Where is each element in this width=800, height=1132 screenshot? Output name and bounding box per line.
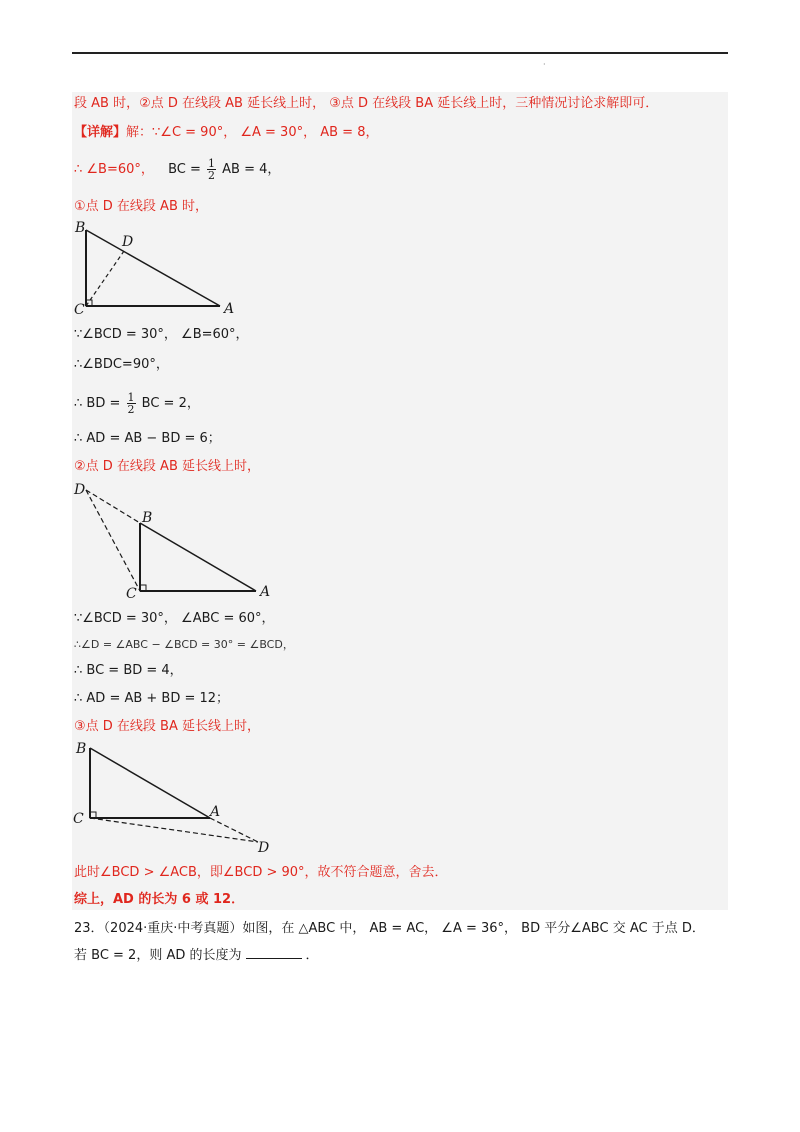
case1-heading: ①点 D 在线段 AB 时， (74, 199, 209, 214)
case3-line1: 此时∠BCD > ∠ACB，即∠BCD > 90°，故不符合题意，舍去． (74, 865, 448, 880)
detail-tag: 【详解】 (74, 125, 127, 140)
case2-heading: ②点 D 在线段 AB 延长线上时， (74, 459, 261, 474)
figure-case3 (72, 738, 282, 856)
case1-line3: ∴ BD = $\frac{1}{2}$ BC = 2， (74, 391, 200, 416)
figure-case1 (72, 220, 252, 320)
question-number: 23． (74, 921, 104, 936)
fig1-label-c: C (74, 302, 85, 318)
fig3-label-a: A (210, 804, 221, 820)
bc-post: AB = 4， (222, 162, 281, 177)
case2-line1: ∵∠BCD = 30°， ∠ABC = 60°， (74, 611, 275, 626)
fig2-cd-dashed (86, 490, 140, 591)
case1-line4: ∴ AD = AB − BD = 6； (74, 431, 221, 446)
figure-case2 (72, 480, 282, 600)
fig1-cd-dashed (86, 251, 124, 306)
case2-line2: ∴∠D = ∠ABC − ∠BCD = 30° = ∠BCD， (74, 638, 294, 651)
fraction-half: $\frac{1}{2}$ (208, 157, 215, 182)
b60-text: ∴ ∠B=60°， (74, 162, 154, 177)
fig2-label-c: C (126, 586, 137, 600)
fig2-label-a: A (260, 584, 271, 600)
case1-line1: ∵∠BCD = 30°， ∠B=60°， (74, 327, 249, 342)
fraction-half-2: $\frac{1}{2}$ (127, 391, 135, 416)
fig3-label-b: B (76, 741, 87, 757)
bc-pre: BC = (168, 162, 201, 177)
fig1-label-d: D (122, 234, 134, 250)
b60-line (74, 158, 280, 181)
fig3-label-d: D (258, 840, 270, 856)
fig2-label-b: B (142, 510, 153, 526)
fig1-ab-side (86, 230, 220, 306)
question-line1 (74, 920, 705, 938)
fig1-label-b: B (75, 220, 86, 236)
fig2-ab-side (140, 523, 256, 591)
solution-intro: 段 AB 时，②点 D 在线段 AB 延长线上时， ③点 D 在线段 BA 延长线上时，三种情况讨论求解即可． (74, 96, 659, 111)
case3-heading: ③点 D 在线段 BA 延长线上时， (74, 719, 261, 734)
fig1-label-a: A (224, 301, 235, 317)
question-text1: 如图，在 △ABC 中， AB = AC， ∠A = 36°， BD 平分∠ABC 交 AC 于点 D． (242, 921, 705, 936)
fig2-label-d: D (74, 482, 86, 498)
question-line2: 若 BC = 2，则 AD 的长度为 ． (74, 948, 319, 963)
case1-line2: ∴∠BDC=90°， (74, 357, 169, 372)
fig3-ba-side (90, 748, 210, 818)
question-source: （2024·重庆·中考真题） (103, 921, 243, 936)
summary-line: 综上，AD 的长为 6 或 12． (74, 892, 245, 907)
case2-line4: ∴ AD = AB + BD = 12； (74, 691, 230, 706)
detail-line (74, 124, 378, 142)
fig2-bd-dashed (86, 490, 140, 523)
case2-line3: ∴ BC = BD = 4， (74, 663, 183, 678)
header-rule (72, 52, 728, 54)
fig3-label-c: C (73, 811, 84, 827)
answer-blank[interactable] (246, 946, 302, 959)
header-dot: · (543, 60, 546, 69)
detail-text: 解：∵∠C = 90°， ∠A = 30°， AB = 8， (126, 125, 379, 140)
